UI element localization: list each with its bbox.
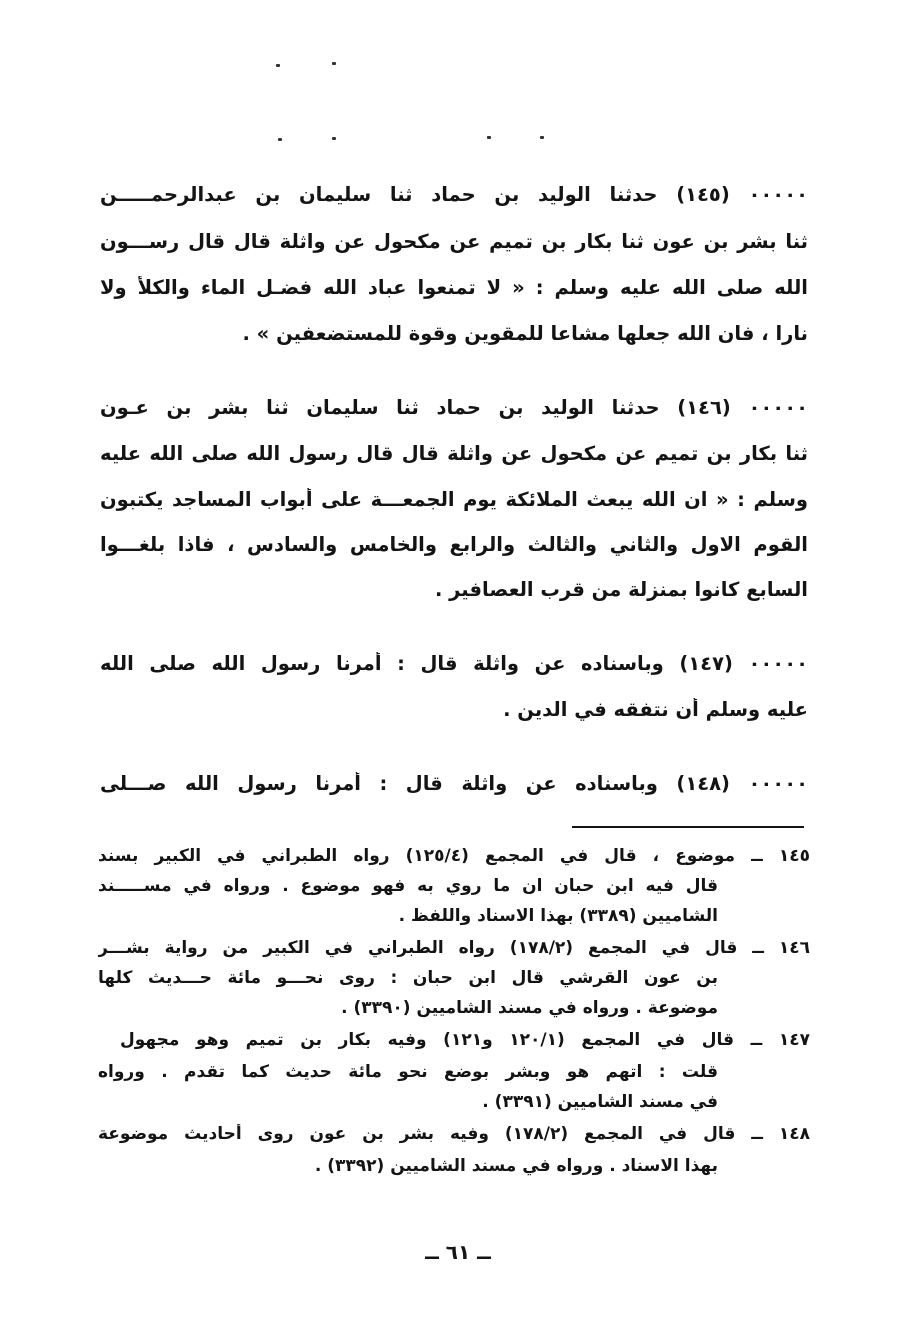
scan-speck [332,137,336,140]
body-line: وسلم : « ان الله يبعث الملائكة يوم الجمعـــة على أبواب المساجد يكتبون [100,488,808,511]
page-number: ــ ٦١ ــ [425,1240,491,1264]
footnote-line: قلت : اتهم هو وبشر بوضع نحو مائة حديث كما تقدم . ورواه [98,1062,718,1082]
body-line: ٠٠٠٠٠ (١٤٧) وباسناده عن واثلة قال : أمرنا رسول الله صلى الله [100,652,808,675]
scan-speck [278,138,282,141]
footnote-line: موضوعة . ورواه في مسند الشاميين (٣٣٩٠) . [341,998,718,1018]
body-line: نارا ، فان الله جعلها مشاعا للمقوين وقوة للمستضعفين » . [242,322,808,345]
scan-speck [332,62,336,65]
footnote-line: بن عون القرشي قال ابن حبان : روى نحـــو مائة حـــديث كلها [98,968,718,988]
scan-speck [276,64,280,67]
body-line: ٠٠٠٠٠ (١٤٥) حدثنا الوليد بن حماد ثنا سليمان بن عبدالرحمـــــن [100,183,808,206]
body-line: ٠٠٠٠٠ (١٤٦) حدثنا الوليد بن حماد ثنا سليمان ثنا بشر بن عـون [100,396,808,419]
body-line: ثنا بكار بن تميم عن مكحول عن واثلة قال قال رسول الله صلى الله عليه [100,442,808,465]
footnote-line: ١٤٦ ــ قال في المجمع (١٧٨/٢) رواه الطبراني في الكبير من رواية بشـــر [98,938,810,958]
footnote-line: ١٤٧ ــ قال في المجمع (١٢٠/١ و١٢١) وفيه بكار بن تميم وهو مجهول [120,1030,810,1050]
footnote-line: في مسند الشاميين (٣٣٩١) . [482,1092,718,1112]
body-line: ثنا بشر بن عون ثنا بكار بن تميم عن مكحول عن واثلة قال قال رســـون [100,230,808,253]
footnote-line: الشاميين (٣٣٨٩) بهذا الاسناد واللفظ . [398,906,718,926]
footnote-line: بهذا الاسناد . ورواه في مسند الشاميين (٣٣٩٢) . [314,1156,718,1176]
scan-speck [540,136,544,139]
footnote-line: ١٤٨ ــ قال في المجمع (١٧٨/٢) وفيه بشر بن عون روى أحاديث موضوعة [98,1124,810,1144]
body-line: القوم الاول والثاني والثالث والرابع والخامس والسادس ، فاذا بلغـــوا [100,533,808,556]
footnote-separator [572,826,804,828]
footnote-line: ١٤٥ ــ موضوع ، قال في المجمع (١٢٥/٤) رواه الطبراني في الكبير بسند [98,846,810,866]
footnote-line: قال فيه ابن حبان ان ما روي به فهو موضوع . ورواه في مســـــند [98,876,718,896]
body-line: عليه وسلم أن نتفقه في الدين . [503,698,808,721]
body-line: ٠٠٠٠٠ (١٤٨) وباسناده عن واثلة قال : أمرنا رسول الله صـــلى [100,772,808,795]
scan-speck [487,136,491,139]
body-line: السابع كانوا بمنزلة من قرب العصافير . [434,578,808,601]
body-line: الله صلى الله عليه وسلم : « لا تمنعوا عباد الله فضـل الماء والكلأ ولا [100,276,808,299]
